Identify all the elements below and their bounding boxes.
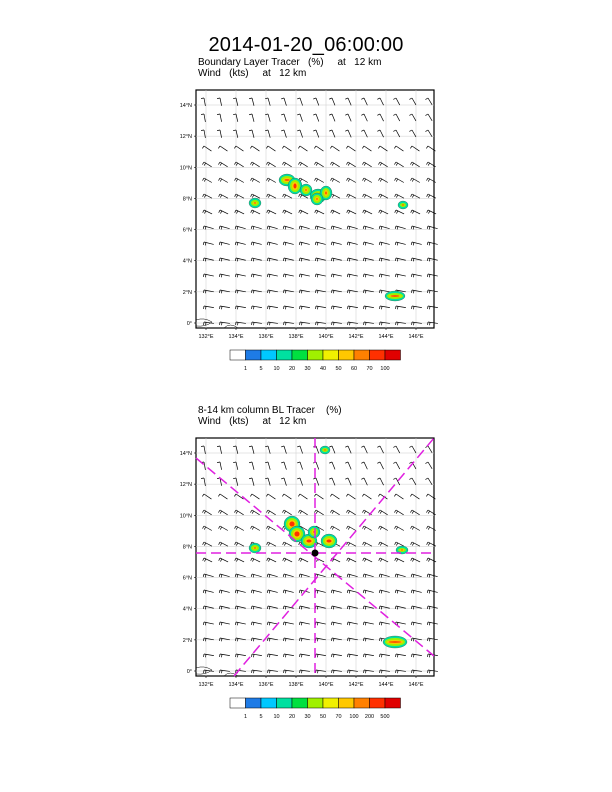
lon-tick-label: 136°E	[258, 682, 274, 688]
colorbar-swatch	[308, 350, 324, 360]
colorbar-swatch	[370, 698, 386, 708]
colorbar-label: 1	[243, 714, 248, 720]
colorbar-label: 500	[380, 714, 390, 720]
colorbar-label: 5	[259, 366, 263, 372]
colorbar-label: 200	[364, 714, 375, 720]
lon-tick-label: 134°E	[228, 334, 244, 340]
tracer-blob	[249, 198, 261, 208]
lon-tick-label: 132°E	[198, 682, 214, 688]
lat-tick-label: 0°	[186, 669, 192, 675]
lat-tick-label: 14°N	[179, 451, 192, 457]
colorbar-label: 70	[335, 714, 342, 720]
lon-tick-label: 140°E	[318, 334, 334, 340]
colorbar-label: 100	[380, 366, 390, 372]
tracer-blob	[311, 193, 323, 205]
colorbar-swatch	[230, 350, 246, 360]
lon-tick-label: 132°E	[198, 334, 214, 340]
colorbar-label: 100	[349, 714, 359, 720]
colorbar-label: 70	[366, 366, 373, 372]
lon-tick-label: 144°E	[378, 334, 394, 340]
lat-tick-label: 4°N	[182, 606, 192, 613]
panel-2-title-line1: 8-14 km column BL Tracer (%)	[198, 405, 342, 416]
colorbar-label: 60	[350, 366, 358, 372]
lat-tick-label: 2°N	[182, 637, 192, 644]
lon-tick-label: 146°E	[408, 334, 424, 340]
colorbar-swatch	[385, 350, 401, 360]
colorbar-swatch	[277, 698, 293, 708]
lon-tick-label: 144°E	[378, 682, 394, 688]
colorbar-label: 20	[288, 714, 296, 720]
lat-tick-label: 0°	[186, 321, 192, 327]
colorbar-swatch	[230, 698, 246, 708]
panel-2-subtitle	[198, 405, 342, 427]
colorbar-swatch	[323, 350, 339, 360]
colorbar-label: 40	[319, 366, 327, 372]
colorbar-swatch	[246, 698, 262, 708]
colorbar-label: 50	[335, 366, 342, 372]
lon-tick-label: 140°E	[318, 682, 334, 688]
colorbar-swatch	[261, 350, 277, 360]
tracer-blob	[320, 446, 330, 454]
colorbar-label: 20	[288, 366, 296, 372]
lon-tick-label: 146°E	[408, 682, 424, 688]
colorbar-swatch	[339, 698, 355, 708]
lat-tick-label: 12°N	[179, 134, 192, 141]
colorbar-swatch	[292, 698, 308, 708]
panel-1-title-line1: Boundary Layer Tracer (%) at 12 km	[198, 57, 382, 68]
lat-tick-label: 6°N	[182, 575, 192, 582]
lat-tick-label: 10°N	[179, 165, 192, 172]
colorbar-swatch	[385, 698, 401, 708]
tracer-blob	[308, 526, 320, 538]
lat-tick-label: 8°N	[182, 544, 192, 551]
colorbar-swatch	[339, 350, 355, 360]
page-title: 2014-01-20_06:00:00	[208, 34, 404, 56]
tracer-blob	[385, 291, 405, 301]
colorbar-swatch	[370, 350, 386, 360]
tracer-blob	[249, 543, 261, 553]
lat-tick-label: 4°N	[182, 258, 192, 265]
colorbar-label: 1	[243, 366, 248, 372]
panel-2-title-line2: Wind (kts) at 12 km	[198, 416, 307, 427]
lon-tick-label: 142°E	[348, 682, 364, 688]
colorbar-swatch	[261, 698, 277, 708]
colorbar-label: 50	[319, 714, 327, 720]
lat-tick-label: 10°N	[179, 513, 192, 520]
panel-1-title-line2: Wind (kts) at 12 km	[198, 68, 307, 79]
tracer-blob	[321, 534, 337, 548]
lon-tick-label: 138°E	[288, 334, 304, 340]
lat-tick-label: 8°N	[182, 196, 192, 203]
colorbar-label: 30	[304, 366, 311, 372]
tracer-blob	[383, 636, 407, 648]
colorbar-label: 30	[304, 714, 311, 720]
lon-tick-label: 136°E	[258, 334, 274, 340]
panel-1-subtitle	[198, 57, 381, 79]
tracer-blob	[288, 178, 302, 194]
colorbar-swatch	[354, 350, 370, 360]
colorbar-swatch	[354, 698, 370, 708]
colorbar-label: 10	[273, 714, 280, 720]
lat-tick-label: 6°N	[182, 227, 192, 234]
colorbar-swatch	[323, 698, 339, 708]
crosshair-center-marker	[312, 550, 319, 557]
colorbar-label: 5	[259, 714, 263, 720]
colorbar-swatch	[308, 698, 324, 708]
colorbar-swatch	[246, 350, 262, 360]
colorbar-label: 10	[273, 366, 280, 372]
colorbar-swatch	[277, 350, 293, 360]
lat-tick-label: 2°N	[182, 289, 192, 296]
tracer-blob	[398, 201, 408, 209]
lon-tick-label: 142°E	[348, 334, 364, 340]
lon-tick-label: 134°E	[228, 682, 244, 688]
lat-tick-label: 14°N	[179, 103, 192, 109]
lon-tick-label: 138°E	[288, 682, 304, 688]
panel-2-map	[170, 428, 450, 733]
lat-tick-label: 12°N	[179, 482, 192, 489]
colorbar-swatch	[292, 350, 308, 360]
panel-1-map	[170, 80, 450, 385]
